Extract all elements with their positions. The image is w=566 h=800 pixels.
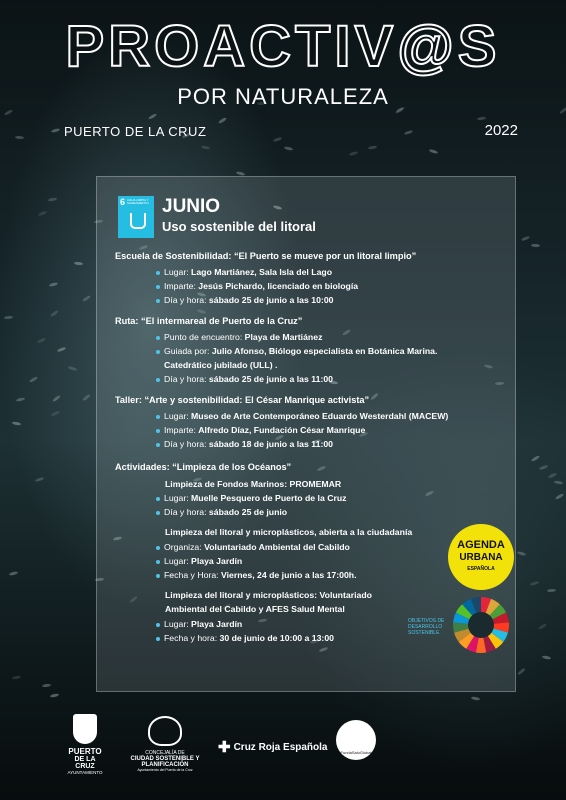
fish-decoration [273,137,282,143]
event-detail [156,439,333,449]
event-detail [156,507,287,517]
event-detail [156,332,322,342]
fish-decoration [35,477,44,483]
detail-value: Jesús Pichardo, licenciado en biología [198,281,359,291]
fish-decoration [476,117,485,121]
year-label: 2022 [484,122,518,139]
shield-icon [73,714,97,744]
fish-decoration [548,472,557,479]
fish-decoration [283,146,292,151]
fish-decoration [555,493,564,500]
event-detail [156,493,347,503]
event-detail [164,360,277,370]
page-subtitle: POR NATURALEZA [177,84,389,109]
event-detail [156,295,333,305]
event-detail [156,556,242,566]
fish-decoration [538,464,547,470]
bullet-icon [156,415,160,419]
ods-wheel-icon [452,596,510,654]
detail-value: sábado 25 de junio a las 10:00 [208,295,334,305]
bullet-icon [156,497,160,501]
bullet-icon [156,336,160,340]
footer-logos [0,706,566,800]
detail-value: Catedrático jubilado (ULL) . [164,360,278,370]
bullet-icon [156,378,160,382]
topic-heading: Uso sostenible del litoral [162,219,316,234]
fish-decoration [74,262,83,266]
fish-decoration [429,149,438,155]
detail-label: Lugar: [164,556,192,566]
detail-label: Lugar: [164,411,192,421]
fish-decoration [12,675,21,679]
bullet-icon [156,623,160,627]
detail-label: Organiza: [164,542,205,552]
detail-value: Alfredo Díaz, Fundación César Manrique [198,425,366,435]
month-heading: JUNIO [162,196,221,217]
detail-label: Lugar: [164,267,192,277]
event-title: Ruta: “El intermareal de Puerto de la Cruz” [115,316,303,326]
bullet-icon [156,511,160,515]
bullet-icon [156,299,160,303]
fish-decoration [547,588,556,591]
fish-decoration [531,244,540,248]
agenda-line3: ESPAÑOLA [467,566,495,572]
detail-value: Lago Martiánez, Sala Isla del Lago [191,267,333,277]
agenda-line1: AGENDA [457,539,505,551]
detail-label: Punto de encuentro: [164,332,245,342]
fish-decoration [148,113,157,120]
detail-value: sábado 18 de junio a las 11:00 [208,439,333,449]
fish-decoration [517,667,526,675]
cross-icon: ✚ [218,739,231,756]
bullet-icon [156,429,160,433]
agenda-line2: URBANA [459,552,503,563]
detail-label: Fecha y hora: [164,633,220,643]
fish-decoration [50,693,59,698]
detail-value: Muelle Pesquero de Puerto de la Cruz [191,493,347,503]
event-title: Escuela de Sostenibilidad: “El Puerto se mueve por un litoral limpio” [115,251,417,261]
detail-value: 30 de junio de 10:00 a 13:00 [219,633,334,643]
location-label: PUERTO DE LA CRUZ [64,124,207,139]
detail-value: sábado 25 de junio [208,507,288,517]
bullet-icon [156,285,160,289]
fish-decoration [49,282,58,287]
detail-label: Día y hora: [164,439,209,449]
fish-decoration [50,309,59,317]
bullet-icon [156,560,160,564]
fish-decoration [471,696,480,701]
detail-value: Playa Jardín [191,556,243,566]
event-detail [156,619,242,629]
detail-label: Guiada por: [164,346,212,356]
fish-decoration [15,136,24,140]
event-detail [156,346,437,356]
event-detail [156,411,448,421]
detail-label: Fecha y Hora: [164,570,221,580]
sdg-6-icon [118,196,154,238]
detail-value: Playa de Martiánez [244,332,323,342]
fish-decoration [516,551,525,556]
detail-label: Día y hora: [164,374,209,384]
logo-text: PUERTO [68,747,102,756]
fish-decoration [521,236,530,242]
detail-value: sábado 25 de junio a las 11:00 [208,374,333,384]
logo-text: CIUDAD SOSTENIBLE Y PLANIFICACIÓN [130,756,200,768]
fish-decoration [530,580,539,585]
fish-decoration [50,127,59,132]
bullet-icon [156,546,160,550]
fish-decoration [47,197,56,202]
detail-label: Lugar: [164,493,192,503]
agenda-urbana-logo [448,524,514,590]
detail-value: Playa Jardín [191,619,243,629]
cruz-roja-logo [218,738,327,756]
logo-text: FundaSaluGlobal [340,750,372,755]
event-detail [156,267,332,277]
fish-decoration [12,422,21,426]
fish-decoration [50,410,59,417]
puerto-de-la-cruz-logo [64,714,106,775]
fish-decoration [542,655,551,660]
activity-title: Limpieza del litoral y microplásticos: Voluntariado [165,590,372,600]
bullet-icon [156,443,160,447]
fish-decoration [82,394,91,402]
fish-decoration [349,151,358,156]
event-detail [156,633,334,643]
detail-value: Museo de Arte Contemporáneo Eduardo Westerdahl (MACEW) [191,411,449,421]
detail-label: Imparte: [164,281,199,291]
detail-label: Día y hora: [164,507,209,517]
fish-decoration [57,346,66,352]
fish-decoration [218,117,227,124]
bullet-icon [156,350,160,354]
bullet-icon [156,574,160,578]
bullet-icon [156,271,160,275]
fish-decoration [29,376,38,383]
event-detail [156,374,333,384]
detail-label: Imparte: [164,425,199,435]
fish-decoration [42,683,51,687]
event-detail [156,425,365,435]
fish-decoration [67,365,76,371]
fish-decoration [368,145,377,150]
fish-decoration [201,145,210,150]
detail-label: Día y hora: [164,295,209,305]
bullet-icon [156,637,160,641]
fish-decoration [554,480,563,484]
water-cup-icon [130,213,146,229]
fish-decoration [538,623,547,630]
detail-value: Voluntariado Ambiental del Cabildo [204,542,350,552]
logo-text: DE LA CRUZ [74,756,96,770]
activity-title: Ambiental del Cabildo y AFES Salud Mental [165,604,345,614]
event-detail [156,542,350,552]
fish-decoration [531,455,540,462]
logo-text: AYUNTAMIENTO [67,770,103,775]
event-title: Taller: “Arte y sostenibilidad: El César Manrique activista” [115,395,370,405]
event-detail [156,281,358,291]
ods-label: OBJETIVOS DE DESARROLLO SOSTENIBLE [408,618,445,636]
sdg-label: AGUA LIMPIA Y SANEAMIENTO [127,198,149,205]
logo-text: CONCEJALÍA DE [145,750,185,756]
detail-value: Julio Afonso, Biólogo especialista en Botánica Marina. [211,346,438,356]
fish-decoration [4,315,13,319]
event-detail [156,570,357,580]
fish-decoration [9,571,18,576]
event-title: Actividades: “Limpieza de los Océanos” [115,462,292,472]
tree-icon [148,716,182,746]
logo-text: Ayuntamiento del Puerto de la Cruz [137,768,193,772]
logo-text: Cruz Roja Española [233,742,328,753]
activity-title: Limpieza del litoral y microplásticos, abierta a la ciudadanía [165,527,413,537]
detail-value: Viernes, 24 de junio a las 17:00h. [220,570,357,580]
ciudad-sostenible-logo [128,716,202,772]
detail-label: Lugar: [164,619,192,629]
fish-decoration [37,337,46,343]
fish-decoration [38,210,47,216]
circle-logo [336,720,376,760]
sdg-number: 6 [120,197,126,207]
fish-decoration [404,130,413,136]
fish-decoration [16,397,25,402]
fish-decoration [52,394,61,402]
fish-decoration [82,295,91,302]
page-title: PROACTIV@S [65,14,501,79]
activity-title: Limpieza de Fondos Marinos: PROMEMAR [165,479,342,489]
